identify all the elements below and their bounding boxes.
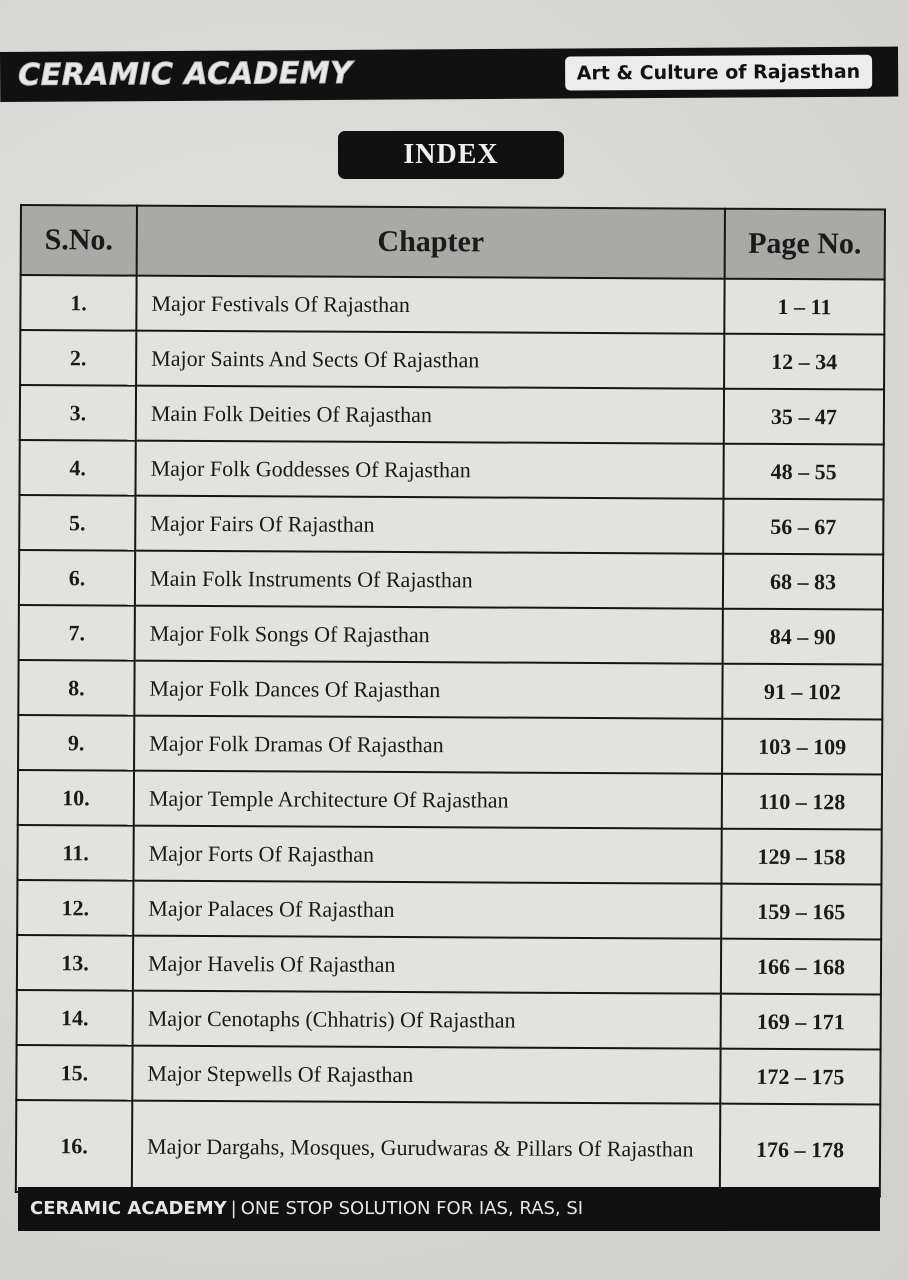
table-header-row [21,205,885,280]
page-range: 103 – 109 [722,719,882,775]
serial-number: 2. [20,330,136,386]
chapter-title: Major Folk Goddesses Of Rajasthan [135,441,723,499]
page-range: 159 – 165 [721,884,881,940]
column-header-chapter: Chapter [137,206,725,279]
table-row [18,660,882,720]
serial-number: 16. [16,1100,132,1193]
table-row [17,935,881,995]
chapter-title: Main Folk Deities Of Rajasthan [136,386,724,444]
table-row [19,495,883,555]
chapter-title: Major Havelis Of Rajasthan [133,936,721,994]
chapter-title: Major Dargahs, Mosques, Gurudwaras & Pillars Of Rajasthan [132,1101,720,1196]
header-band [0,47,898,102]
serial-number: 7. [19,605,135,661]
chapter-title: Major Folk Dramas Of Rajasthan [134,716,722,774]
serial-number: 8. [18,660,134,716]
column-header-page: Page No. [725,209,885,280]
page-range: 166 – 168 [721,939,881,995]
table-row [20,275,884,335]
table-row [17,990,881,1050]
serial-number: 10. [18,770,134,826]
chapter-title: Major Folk Songs Of Rajasthan [135,606,723,664]
column-header-sno: S.No. [21,205,137,276]
serial-number: 1. [20,275,136,331]
chapter-title: Major Cenotaphs (Chhatris) Of Rajasthan [133,991,721,1049]
serial-number: 13. [17,935,133,991]
subject-label: Art & Culture of Rajasthan [565,55,873,91]
chapter-title: Main Folk Instruments Of Rajasthan [135,551,723,609]
page-range: 56 – 67 [723,499,883,555]
table-row [20,330,884,390]
page-range: 84 – 90 [723,609,883,665]
serial-number: 11. [17,825,133,881]
footer-brand: CERAMIC ACADEMY [30,1198,227,1219]
index-table [15,204,886,1198]
page-range: 176 – 178 [720,1104,880,1197]
footer-tagline: ONE STOP SOLUTION FOR IAS, RAS, SI [240,1198,584,1219]
footer-separator: | [230,1198,237,1219]
page-range: 172 – 175 [720,1049,880,1105]
footer-band [18,1187,880,1231]
serial-number: 5. [19,495,135,551]
chapter-title: Major Festivals Of Rajasthan [136,276,724,334]
table-row [18,770,882,830]
chapter-title: Major Fairs Of Rajasthan [135,496,723,554]
serial-number: 4. [19,440,135,496]
serial-number: 15. [16,1045,132,1101]
page-range: 129 – 158 [721,829,881,885]
table-row [16,1045,880,1105]
chapter-title: Major Saints And Sects Of Rajasthan [136,331,724,389]
page-range: 91 – 102 [722,664,882,720]
page-title: INDEX [338,131,564,179]
chapter-title: Major Temple Architecture Of Rajasthan [134,771,722,829]
chapter-title: Major Forts Of Rajasthan [133,826,721,884]
page-range: 48 – 55 [723,444,883,500]
chapter-title: Major Stepwells Of Rajasthan [132,1046,720,1104]
table-row [19,605,883,665]
chapter-title: Major Folk Dances Of Rajasthan [134,661,722,719]
page-range: 110 – 128 [722,774,882,830]
serial-number: 12. [17,880,133,936]
table-row [17,880,881,940]
serial-number: 14. [17,990,133,1046]
page-range: 68 – 83 [723,554,883,610]
footer-text [30,1187,583,1231]
serial-number: 9. [18,715,134,771]
page-range: 1 – 11 [724,279,884,335]
page-range: 35 – 47 [724,389,884,445]
brand-logo-text: CERAMIC ACADEMY [18,55,353,93]
table-row [17,825,881,885]
table-row [18,715,882,775]
table-row [19,440,883,500]
table-row [20,385,884,445]
table-row [19,550,883,610]
page-range: 12 – 34 [724,334,884,390]
serial-number: 3. [20,385,136,441]
table-row [16,1100,880,1197]
serial-number: 6. [19,550,135,606]
chapter-title: Major Palaces Of Rajasthan [133,881,721,939]
page-range: 169 – 171 [721,994,881,1050]
